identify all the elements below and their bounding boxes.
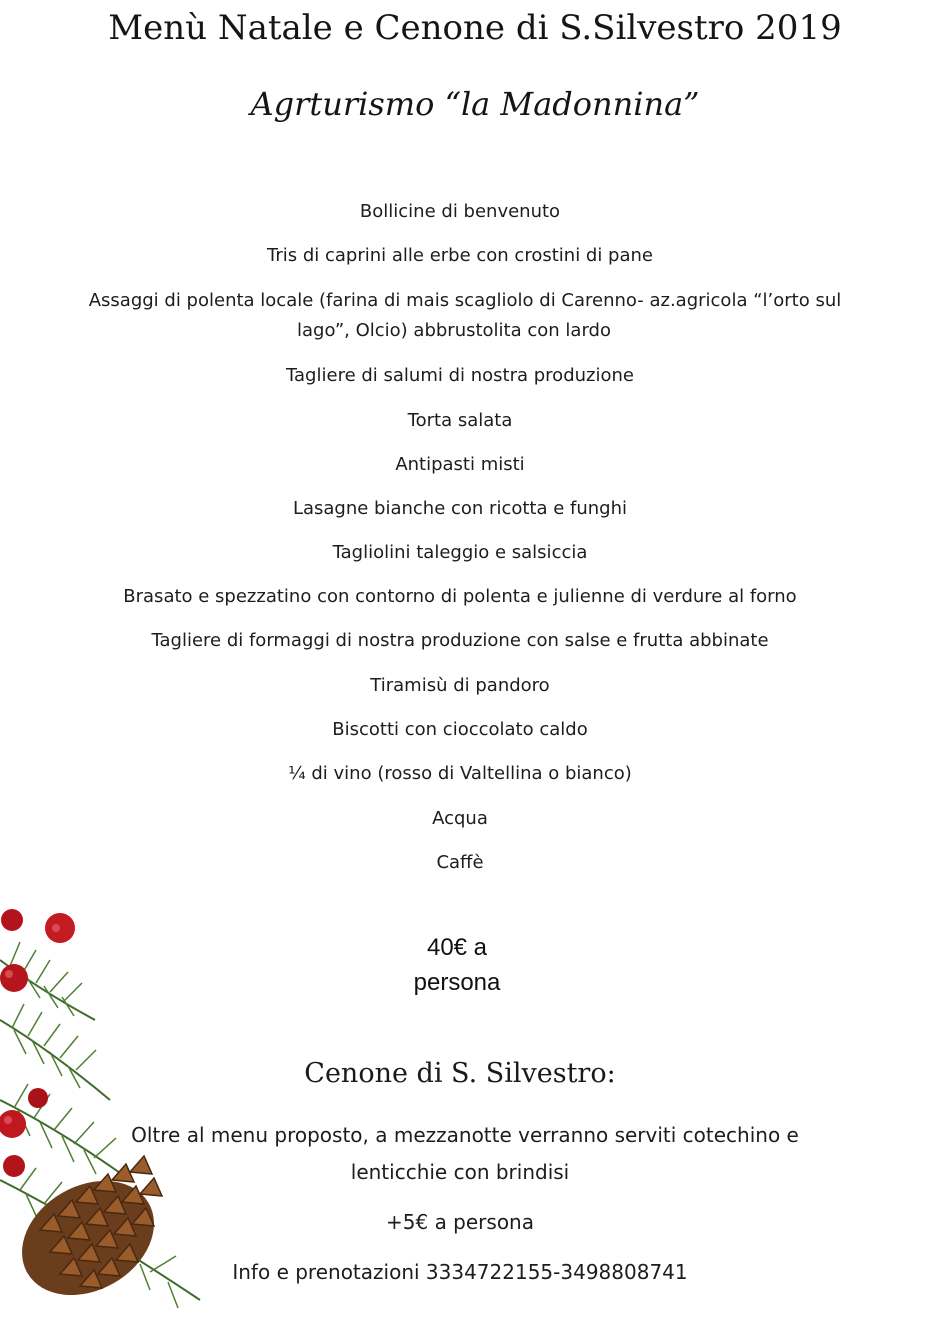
menu-item: Tiramisù di pandoro xyxy=(370,675,550,696)
menu-item: Tagliolini taleggio e salsiccia xyxy=(332,542,588,563)
price-line-2: persona xyxy=(413,969,501,996)
menu-item: Antipasti misti xyxy=(395,454,525,475)
menu-item: Assaggi di polenta locale (farina di mais scagliolo di Carenno- az.agricola “l’orto sul xyxy=(88,290,842,311)
contact-info: Info e prenotazioni 3334722155-3498808741 xyxy=(232,1260,688,1284)
menu-item: Bollicine di benvenuto xyxy=(359,201,561,222)
menu-item: Acqua xyxy=(432,808,488,829)
price-line-1: 40€ a xyxy=(426,934,488,961)
silvestro-title: Cenone di S. Silvestro: xyxy=(304,1058,616,1089)
menu-item: Biscotti con cioccolato caldo xyxy=(332,719,588,740)
page-title: Menù Natale e Cenone di S.Silvestro 2019 xyxy=(108,8,842,48)
menu-item: lago”, Olcio) abbrustolita con lardo xyxy=(297,320,611,341)
menu-item: Lasagne bianche con ricotta e funghi xyxy=(292,498,628,519)
menu-item: ¼ di vino (rosso di Valtellina o bianco) xyxy=(288,763,632,784)
silvestro-description-line-2: lenticchie con brindisi xyxy=(350,1160,570,1184)
silvestro-extra-price: +5€ a persona xyxy=(386,1210,534,1234)
menu-item: Brasato e spezzatino con contorno di polenta e julienne di verdure al forno xyxy=(123,586,797,607)
menu-item: Caffè xyxy=(436,852,484,873)
christmas-decoration xyxy=(0,880,240,1322)
menu-item: Torta salata xyxy=(407,410,513,431)
menu-item: Tagliere di salumi di nostra produzione xyxy=(286,365,634,386)
menu-item: Tagliere di formaggi di nostra produzione con salse e frutta abbinate xyxy=(151,630,769,651)
menu-item: Tris di caprini alle erbe con crostini di pane xyxy=(266,245,653,266)
page-subtitle: Agrturismo “la Madonnina” xyxy=(250,85,700,123)
silvestro-description-line-1: Oltre al menu proposto, a mezzanotte verranno serviti cotechino e xyxy=(131,1123,799,1147)
